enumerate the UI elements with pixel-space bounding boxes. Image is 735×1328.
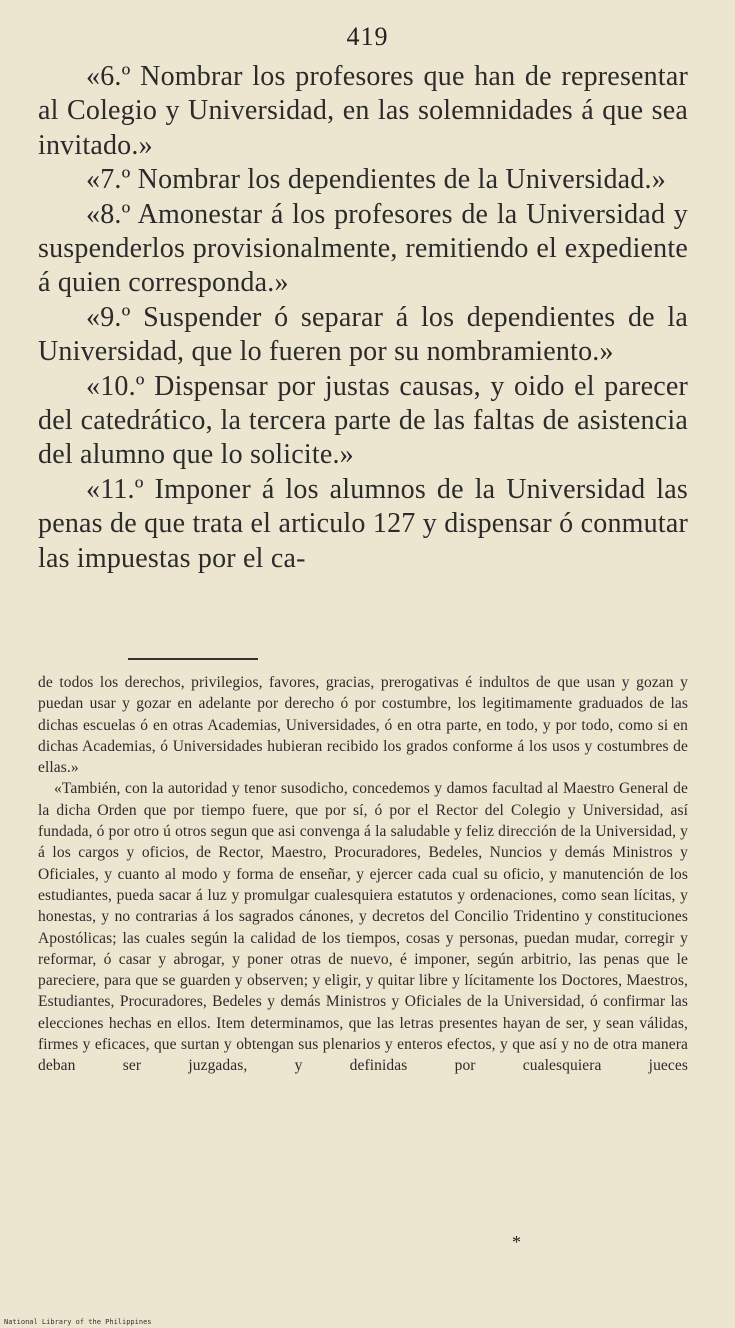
article-11: «11.º Imponer á los alumnos de la Universidad las penas de que trata el articulo 127 y dispensar ó conmutar las impuestas por el ca- <box>38 473 688 574</box>
main-text <box>38 60 688 576</box>
article-10: «10.º Dispensar por justas causas, y oido el parecer del catedrático, la tercera parte de las faltas de asistencia del alumno que lo solicite.» <box>38 370 688 471</box>
footnote <box>38 672 688 1077</box>
footnote-paragraph-1: de todos los derechos, privilegios, favores, gracias, prerogativas é indultos de que usan y gozan y puedan usar y gozar en adelante por derecho ó por costumbre, los legitimamente graduados de las dichas escuelas ó en otras Academias, Universidades, ó en otra parte, en todo, y por todo, como si en dichas Academias, ó Universidades hubieran recibido los grados conforme á los usos y costumbres de ellas.» <box>38 674 688 777</box>
page-number: 419 <box>346 22 389 51</box>
article-8: «8.º Amonestar á los profesores de la Universidad y suspenderlos provisionalmente, remitiendo el expediente á quien corresponda.» <box>38 198 688 299</box>
footnote-divider <box>128 658 258 660</box>
footnote-mark: * <box>512 1232 521 1252</box>
article-6: «6.º Nombrar los profesores que han de representar al Colegio y Universidad, en las solemnidades á que sea invitado.» <box>38 61 688 161</box>
footnote-paragraph-2: «También, con la autoridad y tenor susodicho, concedemos y damos facultad al Maestro General de la dicha Orden que por tiempo fuere, que por sí, ó por el Rector del Colegio y Universidad, así fundada, ó por otro ú otros segun que asi convenga á la saludable y feliz dirección de la Universidad, y á los cargos y oficios, de Rector, Maestro, Procuradores, Bedeles, Nuncios y demás Ministros y Oficiales, y cuanto al modo y forma de enseñar, y ejercer cada cual su oficio, y manutención de los estudiantes, pueda sacar á luz y promulgar cualesquiera estatutos y ordenaciones, como sean lícitas, y honestas, y no contrarias á los sagrados cánones, y decretos del Concilio Tridentino y constituciones Apostólicas; las cuales según la calidad de los tiempos, cosas y personas, puedan mudar, corregir y reformar, ó casar y abrogar, y poner otras de nuevo, é imponer, según arbitrio, las penas que le pareciere, para que se guarden y observen; y eligir, y quitar libre y lícitamente los Doctores, Maestros, Estudiantes, Procuradores, Bedeles y demás Ministros y Oficiales de la Universidad, ó confirmar las elecciones hechas en ellos. Item determinamos, que las letras presentes hayan de ser, y sean válidas, firmes y eficaces, que surtan y obtengan sus plenarios y enteros efectos, y que así y no de otra manera deban ser juzgadas, y definidas por cualesquiera jueces <box>38 780 688 1075</box>
article-7: «7.º Nombrar los dependientes de la Universidad.» <box>86 164 666 196</box>
article-9: «9.º Suspender ó separar á los dependientes de la Universidad, que lo fueren por su nombramiento.» <box>38 301 688 368</box>
library-credit: National Library of the Philippines <box>4 1318 152 1326</box>
